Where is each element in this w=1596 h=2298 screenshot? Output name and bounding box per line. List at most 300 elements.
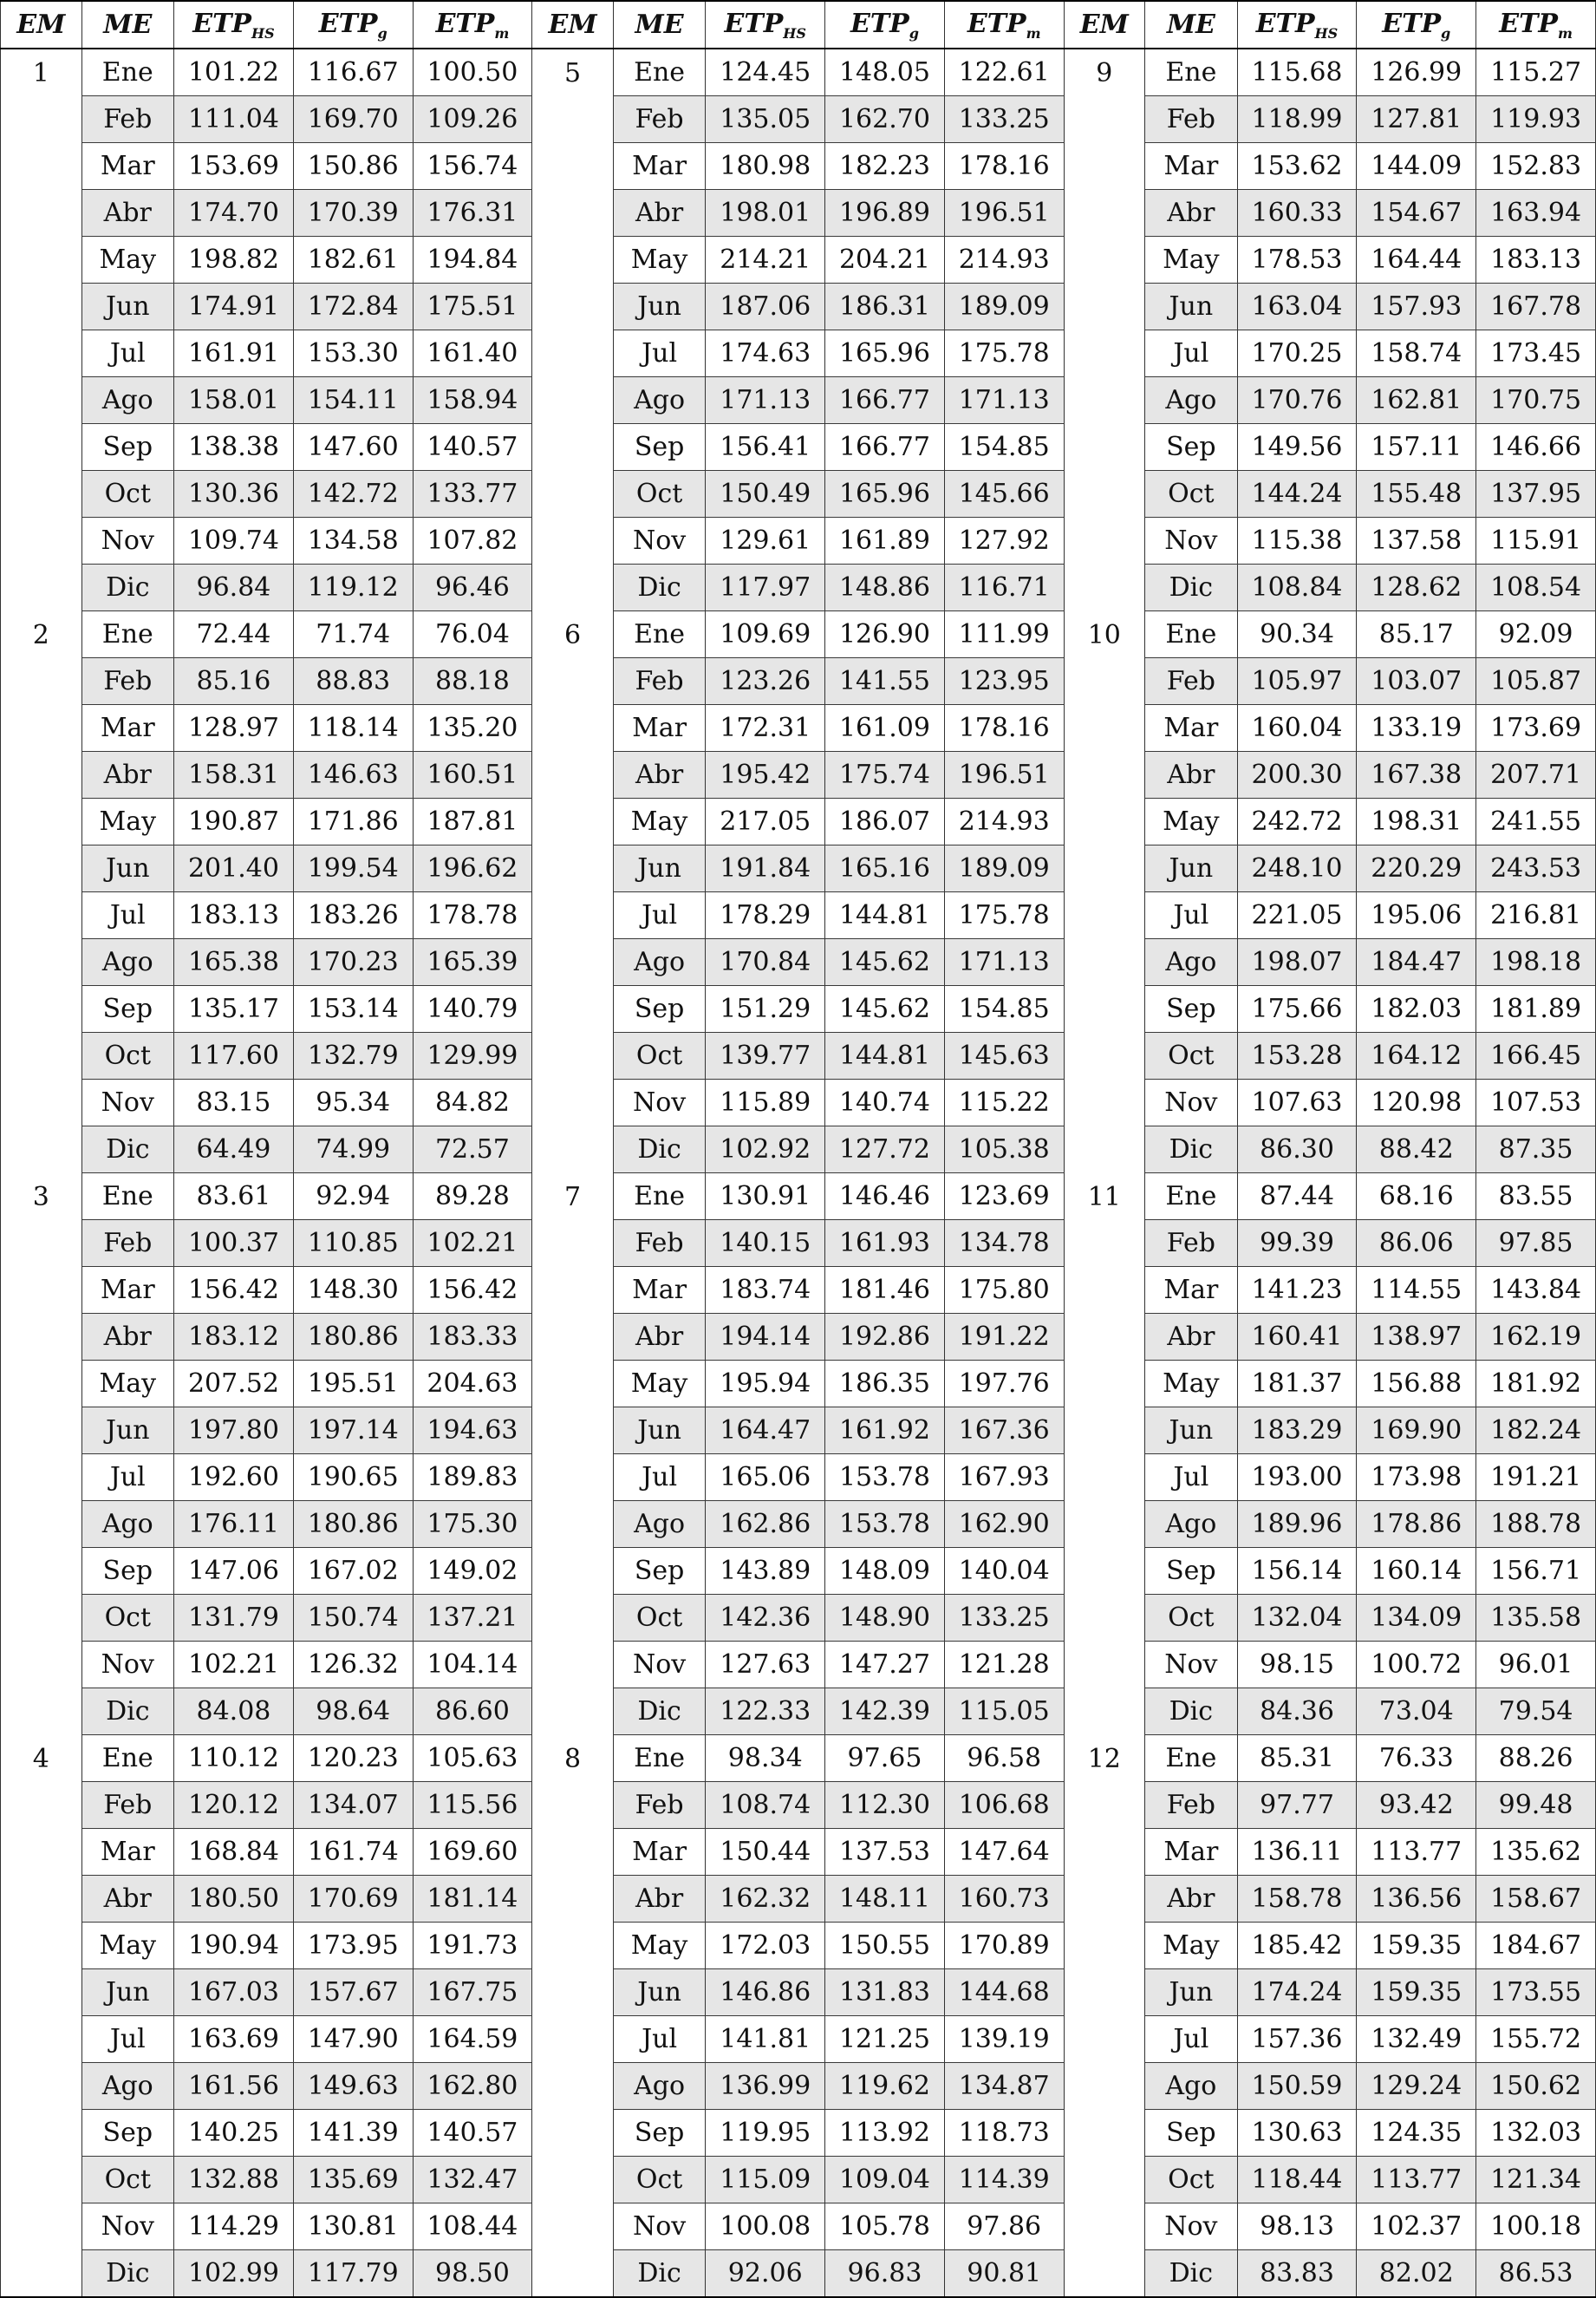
etp-g-cell: 148.11 bbox=[825, 1876, 945, 1923]
etp-m-cell: 175.78 bbox=[944, 330, 1064, 377]
station-id-empty bbox=[1, 1782, 82, 1829]
month-cell: Feb bbox=[613, 658, 706, 705]
header-etp-m: $ETP_m$ bbox=[1476, 1, 1596, 49]
etp-g-cell: 142.72 bbox=[293, 471, 413, 518]
month-cell: Jun bbox=[1145, 1969, 1238, 2016]
etp-g-cell: 155.48 bbox=[1357, 471, 1476, 518]
month-cell: Abr bbox=[81, 1876, 174, 1923]
etp-hs-cell: 115.68 bbox=[1237, 49, 1357, 96]
etp-hs-cell: 100.08 bbox=[706, 2203, 825, 2250]
station-id-empty bbox=[1064, 96, 1145, 143]
month-cell: Abr bbox=[613, 190, 706, 237]
month-cell: Ene bbox=[81, 611, 174, 658]
month-cell: Oct bbox=[1145, 471, 1238, 518]
station-id-empty bbox=[532, 892, 614, 939]
month-cell: Feb bbox=[1145, 658, 1238, 705]
station-id-empty bbox=[1, 1548, 82, 1595]
etp-m-cell: 173.45 bbox=[1476, 330, 1596, 377]
etp-m-cell: 134.87 bbox=[944, 2063, 1064, 2110]
station-id-empty bbox=[1064, 1033, 1145, 1080]
station-id-empty bbox=[1064, 424, 1145, 471]
station-id-empty bbox=[1064, 237, 1145, 284]
month-cell: Abr bbox=[1145, 190, 1238, 237]
etp-hs-cell: 149.56 bbox=[1237, 424, 1357, 471]
station-id-empty bbox=[1, 190, 82, 237]
etp-hs-cell: 183.12 bbox=[174, 1314, 294, 1361]
month-cell: Feb bbox=[613, 96, 706, 143]
station-id-empty bbox=[1064, 284, 1145, 330]
etp-g-cell: 153.30 bbox=[293, 330, 413, 377]
etp-hs-cell: 135.05 bbox=[706, 96, 825, 143]
month-cell: Nov bbox=[81, 1080, 174, 1126]
month-cell: May bbox=[1145, 1923, 1238, 1969]
etp-g-cell: 150.86 bbox=[293, 143, 413, 190]
etp-hs-cell: 87.44 bbox=[1237, 1173, 1357, 1220]
etp-hs-cell: 181.37 bbox=[1237, 1361, 1357, 1407]
etp-hs-cell: 85.16 bbox=[174, 658, 294, 705]
month-cell: Jun bbox=[81, 845, 174, 892]
station-id-empty bbox=[1, 330, 82, 377]
etp-m-cell: 154.85 bbox=[944, 424, 1064, 471]
etp-m-cell: 189.83 bbox=[413, 1454, 532, 1501]
table-row bbox=[1, 1642, 1596, 1688]
etp-m-cell: 97.85 bbox=[1476, 1220, 1596, 1267]
etp-g-cell: 162.70 bbox=[825, 96, 945, 143]
etp-g-cell: 147.90 bbox=[293, 2016, 413, 2063]
etp-m-cell: 145.66 bbox=[944, 471, 1064, 518]
month-cell: Mar bbox=[613, 705, 706, 752]
etp-m-cell: 184.67 bbox=[1476, 1923, 1596, 1969]
station-id: 3 bbox=[1, 1173, 82, 1220]
etp-g-cell: 164.12 bbox=[1357, 1033, 1476, 1080]
etp-g-cell: 154.67 bbox=[1357, 190, 1476, 237]
etp-g-cell: 144.81 bbox=[825, 1033, 945, 1080]
station-id-empty bbox=[1064, 2250, 1145, 2298]
etp-g-cell: 169.70 bbox=[293, 96, 413, 143]
station-id-empty bbox=[532, 658, 614, 705]
month-cell: Mar bbox=[81, 705, 174, 752]
etp-m-cell: 140.79 bbox=[413, 986, 532, 1033]
month-cell: Mar bbox=[1145, 1829, 1238, 1876]
etp-g-cell: 140.74 bbox=[825, 1080, 945, 1126]
etp-g-cell: 161.89 bbox=[825, 518, 945, 565]
etp-g-cell: 148.90 bbox=[825, 1595, 945, 1642]
etp-g-cell: 86.06 bbox=[1357, 1220, 1476, 1267]
etp-m-cell: 173.55 bbox=[1476, 1969, 1596, 2016]
etp-g-cell: 184.47 bbox=[1357, 939, 1476, 986]
etp-m-cell: 164.59 bbox=[413, 2016, 532, 2063]
table-row bbox=[1, 1688, 1596, 1735]
station-id-empty bbox=[1064, 1220, 1145, 1267]
etp-m-cell: 129.99 bbox=[413, 1033, 532, 1080]
etp-hs-cell: 98.15 bbox=[1237, 1642, 1357, 1688]
etp-g-cell: 134.07 bbox=[293, 1782, 413, 1829]
etp-g-cell: 148.05 bbox=[825, 49, 945, 96]
header-me: ME bbox=[613, 1, 706, 49]
etp-m-cell: 84.82 bbox=[413, 1080, 532, 1126]
table-row bbox=[1, 1923, 1596, 1969]
etp-g-cell: 128.62 bbox=[1357, 565, 1476, 611]
etp-hs-cell: 114.29 bbox=[174, 2203, 294, 2250]
table-row bbox=[1, 237, 1596, 284]
month-cell: May bbox=[81, 799, 174, 845]
etp-m-cell: 133.77 bbox=[413, 471, 532, 518]
etp-m-cell: 98.50 bbox=[413, 2250, 532, 2298]
etp-g-cell: 161.74 bbox=[293, 1829, 413, 1876]
table-row bbox=[1, 565, 1596, 611]
month-cell: Mar bbox=[613, 143, 706, 190]
etp-m-cell: 96.58 bbox=[944, 1735, 1064, 1782]
month-cell: Oct bbox=[613, 1033, 706, 1080]
etp-g-cell: 129.24 bbox=[1357, 2063, 1476, 2110]
station-id-empty bbox=[1064, 1314, 1145, 1361]
table-row bbox=[1, 799, 1596, 845]
etp-g-cell: 157.11 bbox=[1357, 424, 1476, 471]
month-cell: Nov bbox=[613, 1642, 706, 1688]
etp-hs-cell: 185.42 bbox=[1237, 1923, 1357, 1969]
etp-m-cell: 108.44 bbox=[413, 2203, 532, 2250]
etp-m-cell: 100.50 bbox=[413, 49, 532, 96]
etp-hs-cell: 85.31 bbox=[1237, 1735, 1357, 1782]
etp-m-cell: 86.60 bbox=[413, 1688, 532, 1735]
etp-g-cell: 199.54 bbox=[293, 845, 413, 892]
month-cell: Feb bbox=[613, 1782, 706, 1829]
etp-g-cell: 74.99 bbox=[293, 1126, 413, 1173]
month-cell: Ago bbox=[1145, 2063, 1238, 2110]
station-id-empty bbox=[1, 1126, 82, 1173]
etp-hs-cell: 140.25 bbox=[174, 2110, 294, 2157]
table-row bbox=[1, 1220, 1596, 1267]
station-id-empty bbox=[1064, 1829, 1145, 1876]
etp-m-cell: 115.05 bbox=[944, 1688, 1064, 1735]
etp-hs-cell: 86.30 bbox=[1237, 1126, 1357, 1173]
etp-m-cell: 115.56 bbox=[413, 1782, 532, 1829]
etp-m-cell: 241.55 bbox=[1476, 799, 1596, 845]
etp-m-cell: 163.94 bbox=[1476, 190, 1596, 237]
etp-hs-cell: 183.74 bbox=[706, 1267, 825, 1314]
etp-hs-cell: 171.13 bbox=[706, 377, 825, 424]
etp-m-cell: 99.48 bbox=[1476, 1782, 1596, 1829]
etp-m-cell: 97.86 bbox=[944, 2203, 1064, 2250]
etp-m-cell: 175.78 bbox=[944, 892, 1064, 939]
station-id-empty bbox=[1, 799, 82, 845]
etp-m-cell: 127.92 bbox=[944, 518, 1064, 565]
station-id-empty bbox=[1064, 2063, 1145, 2110]
table-row bbox=[1, 611, 1596, 658]
table-row bbox=[1, 471, 1596, 518]
etp-hs-cell: 174.91 bbox=[174, 284, 294, 330]
station-id-empty bbox=[532, 1361, 614, 1407]
station-id-empty bbox=[532, 1080, 614, 1126]
etp-hs-cell: 109.69 bbox=[706, 611, 825, 658]
station-id-empty bbox=[1064, 1595, 1145, 1642]
station-id-empty bbox=[532, 471, 614, 518]
month-cell: Oct bbox=[1145, 2157, 1238, 2203]
table-row bbox=[1, 1407, 1596, 1454]
month-cell: Nov bbox=[1145, 1642, 1238, 1688]
station-id-empty bbox=[1, 1080, 82, 1126]
etp-g-cell: 197.14 bbox=[293, 1407, 413, 1454]
month-cell: Oct bbox=[1145, 1033, 1238, 1080]
etp-g-cell: 196.89 bbox=[825, 190, 945, 237]
month-cell: Sep bbox=[1145, 1548, 1238, 1595]
etp-m-cell: 196.51 bbox=[944, 752, 1064, 799]
etp-m-cell: 118.73 bbox=[944, 2110, 1064, 2157]
table-row bbox=[1, 1361, 1596, 1407]
etp-hs-cell: 170.25 bbox=[1237, 330, 1357, 377]
table-row bbox=[1, 518, 1596, 565]
etp-g-cell: 198.31 bbox=[1357, 799, 1476, 845]
month-cell: Ene bbox=[613, 1735, 706, 1782]
station-id-empty bbox=[1064, 1876, 1145, 1923]
month-cell: Dic bbox=[613, 565, 706, 611]
month-cell: Dic bbox=[613, 2250, 706, 2298]
etp-hs-cell: 83.61 bbox=[174, 1173, 294, 1220]
month-cell: Oct bbox=[81, 1033, 174, 1080]
table-row bbox=[1, 424, 1596, 471]
month-cell: Ene bbox=[1145, 611, 1238, 658]
etp-g-cell: 171.86 bbox=[293, 799, 413, 845]
etp-m-cell: 133.25 bbox=[944, 96, 1064, 143]
etp-hs-cell: 248.10 bbox=[1237, 845, 1357, 892]
month-cell: Oct bbox=[81, 1595, 174, 1642]
etp-m-cell: 196.62 bbox=[413, 845, 532, 892]
etp-g-cell: 144.81 bbox=[825, 892, 945, 939]
month-cell: Ago bbox=[1145, 1501, 1238, 1548]
etp-g-cell: 127.81 bbox=[1357, 96, 1476, 143]
month-cell: Mar bbox=[1145, 143, 1238, 190]
etp-g-cell: 204.21 bbox=[825, 237, 945, 284]
month-cell: Ene bbox=[81, 1173, 174, 1220]
etp-g-cell: 178.86 bbox=[1357, 1501, 1476, 1548]
etp-m-cell: 214.93 bbox=[944, 799, 1064, 845]
etp-m-cell: 115.22 bbox=[944, 1080, 1064, 1126]
etp-m-cell: 140.04 bbox=[944, 1548, 1064, 1595]
etp-g-cell: 159.35 bbox=[1357, 1923, 1476, 1969]
month-cell: Ago bbox=[81, 1501, 174, 1548]
etp-hs-cell: 108.74 bbox=[706, 1782, 825, 1829]
etp-hs-cell: 178.53 bbox=[1237, 237, 1357, 284]
station-id-empty bbox=[532, 2250, 614, 2298]
etp-g-cell: 130.81 bbox=[293, 2203, 413, 2250]
etp-g-cell: 141.39 bbox=[293, 2110, 413, 2157]
station-id-empty bbox=[1, 845, 82, 892]
etp-g-cell: 190.65 bbox=[293, 1454, 413, 1501]
etp-hs-cell: 136.11 bbox=[1237, 1829, 1357, 1876]
etp-hs-cell: 130.36 bbox=[174, 471, 294, 518]
etp-hs-cell: 111.04 bbox=[174, 96, 294, 143]
etp-m-cell: 181.89 bbox=[1476, 986, 1596, 1033]
table-row bbox=[1, 1080, 1596, 1126]
station-id-empty bbox=[1, 2203, 82, 2250]
table-row bbox=[1, 1501, 1596, 1548]
etp-m-cell: 132.03 bbox=[1476, 2110, 1596, 2157]
month-cell: Feb bbox=[1145, 96, 1238, 143]
etp-hs-cell: 197.80 bbox=[174, 1407, 294, 1454]
table-row bbox=[1, 705, 1596, 752]
station-id: 2 bbox=[1, 611, 82, 658]
station-id-empty bbox=[1064, 1548, 1145, 1595]
etp-hs-cell: 183.13 bbox=[174, 892, 294, 939]
month-cell: Nov bbox=[613, 1080, 706, 1126]
station-id-empty bbox=[1, 1829, 82, 1876]
table-row bbox=[1, 845, 1596, 892]
station-id-empty bbox=[532, 143, 614, 190]
station-id-empty bbox=[1064, 705, 1145, 752]
month-cell: Sep bbox=[1145, 424, 1238, 471]
etp-m-cell: 109.26 bbox=[413, 96, 532, 143]
etp-m-cell: 182.24 bbox=[1476, 1407, 1596, 1454]
month-cell: Jun bbox=[613, 1969, 706, 2016]
etp-hs-cell: 156.41 bbox=[706, 424, 825, 471]
etp-m-cell: 143.84 bbox=[1476, 1267, 1596, 1314]
etp-m-cell: 96.46 bbox=[413, 565, 532, 611]
month-cell: Ago bbox=[81, 939, 174, 986]
month-cell: Feb bbox=[1145, 1220, 1238, 1267]
month-cell: Sep bbox=[613, 1548, 706, 1595]
etp-hs-cell: 180.98 bbox=[706, 143, 825, 190]
etp-hs-cell: 156.14 bbox=[1237, 1548, 1357, 1595]
station-id-empty bbox=[1, 892, 82, 939]
station-id-empty bbox=[1, 143, 82, 190]
etp-hs-cell: 174.63 bbox=[706, 330, 825, 377]
etp-m-cell: 96.01 bbox=[1476, 1642, 1596, 1688]
etp-g-cell: 119.62 bbox=[825, 2063, 945, 2110]
station-id: 11 bbox=[1064, 1173, 1145, 1220]
etp-hs-cell: 158.78 bbox=[1237, 1876, 1357, 1923]
station-id-empty bbox=[1064, 1501, 1145, 1548]
etp-m-cell: 87.35 bbox=[1476, 1126, 1596, 1173]
month-cell: Ago bbox=[613, 1501, 706, 1548]
month-cell: Jul bbox=[1145, 1454, 1238, 1501]
month-cell: Ene bbox=[613, 49, 706, 96]
month-cell: Nov bbox=[81, 518, 174, 565]
station-id-empty bbox=[1, 565, 82, 611]
header-em: EM bbox=[1064, 1, 1145, 49]
etp-g-cell: 146.63 bbox=[293, 752, 413, 799]
table-row bbox=[1, 2157, 1596, 2203]
etp-hs-cell: 153.28 bbox=[1237, 1033, 1357, 1080]
header-em: EM bbox=[532, 1, 614, 49]
etp-hs-cell: 107.63 bbox=[1237, 1080, 1357, 1126]
etp-g-cell: 161.93 bbox=[825, 1220, 945, 1267]
table-row bbox=[1, 143, 1596, 190]
station-id-empty bbox=[1, 939, 82, 986]
month-cell: Ene bbox=[613, 611, 706, 658]
etp-hs-cell: 102.99 bbox=[174, 2250, 294, 2298]
station-id-empty bbox=[1, 1688, 82, 1735]
etp-g-cell: 186.07 bbox=[825, 799, 945, 845]
etp-m-cell: 144.68 bbox=[944, 1969, 1064, 2016]
etp-m-cell: 166.45 bbox=[1476, 1033, 1596, 1080]
month-cell: Mar bbox=[613, 1267, 706, 1314]
table-row bbox=[1, 1829, 1596, 1876]
header-etp-g: $ETP_g$ bbox=[1357, 1, 1476, 49]
etp-g-cell: 156.88 bbox=[1357, 1361, 1476, 1407]
etp-hs-cell: 100.37 bbox=[174, 1220, 294, 1267]
etp-m-cell: 111.99 bbox=[944, 611, 1064, 658]
station-id-empty bbox=[1, 986, 82, 1033]
month-cell: Mar bbox=[81, 1267, 174, 1314]
month-cell: Ago bbox=[613, 939, 706, 986]
etp-hs-cell: 105.97 bbox=[1237, 658, 1357, 705]
etp-hs-cell: 158.01 bbox=[174, 377, 294, 424]
month-cell: Oct bbox=[81, 2157, 174, 2203]
etp-g-cell: 181.46 bbox=[825, 1267, 945, 1314]
month-cell: Nov bbox=[1145, 1080, 1238, 1126]
etp-hs-cell: 123.26 bbox=[706, 658, 825, 705]
etp-g-cell: 172.84 bbox=[293, 284, 413, 330]
etp-hs-cell: 160.04 bbox=[1237, 705, 1357, 752]
station-id-empty bbox=[1064, 143, 1145, 190]
station-id-empty bbox=[532, 1876, 614, 1923]
etp-g-cell: 120.98 bbox=[1357, 1080, 1476, 1126]
etp-m-cell: 191.22 bbox=[944, 1314, 1064, 1361]
etp-m-cell: 178.78 bbox=[413, 892, 532, 939]
etp-hs-cell: 201.40 bbox=[174, 845, 294, 892]
month-cell: Oct bbox=[613, 1595, 706, 1642]
etp-m-cell: 191.21 bbox=[1476, 1454, 1596, 1501]
etp-m-cell: 162.90 bbox=[944, 1501, 1064, 1548]
station-id: 6 bbox=[532, 611, 614, 658]
station-id-empty bbox=[1, 1361, 82, 1407]
etp-m-cell: 108.54 bbox=[1476, 565, 1596, 611]
month-cell: Abr bbox=[81, 190, 174, 237]
etp-g-cell: 117.79 bbox=[293, 2250, 413, 2298]
etp-hs-cell: 153.69 bbox=[174, 143, 294, 190]
etp-g-cell: 93.42 bbox=[1357, 1782, 1476, 1829]
etp-g-cell: 161.09 bbox=[825, 705, 945, 752]
station-id-empty bbox=[532, 845, 614, 892]
station-id-empty bbox=[1064, 1080, 1145, 1126]
month-cell: Nov bbox=[613, 518, 706, 565]
etp-g-cell: 97.65 bbox=[825, 1735, 945, 1782]
etp-hs-cell: 161.91 bbox=[174, 330, 294, 377]
etp-m-cell: 92.09 bbox=[1476, 611, 1596, 658]
month-cell: Ene bbox=[81, 1735, 174, 1782]
month-cell: Nov bbox=[81, 1642, 174, 1688]
etp-m-cell: 175.30 bbox=[413, 1501, 532, 1548]
station-id-empty bbox=[1064, 2016, 1145, 2063]
header-row bbox=[1, 1, 1596, 49]
station-id-empty bbox=[532, 1923, 614, 1969]
station-id-empty bbox=[1, 2250, 82, 2298]
etp-g-cell: 109.04 bbox=[825, 2157, 945, 2203]
month-cell: May bbox=[81, 237, 174, 284]
etp-g-cell: 147.60 bbox=[293, 424, 413, 471]
etp-hs-cell: 156.42 bbox=[174, 1267, 294, 1314]
etp-hs-cell: 151.29 bbox=[706, 986, 825, 1033]
etp-m-cell: 167.78 bbox=[1476, 284, 1596, 330]
month-cell: Jul bbox=[613, 2016, 706, 2063]
table-row bbox=[1, 658, 1596, 705]
etp-g-cell: 113.77 bbox=[1357, 2157, 1476, 2203]
etp-m-cell: 194.84 bbox=[413, 237, 532, 284]
etp-hs-cell: 163.04 bbox=[1237, 284, 1357, 330]
station-id-empty bbox=[1064, 1969, 1145, 2016]
etp-hs-cell: 132.04 bbox=[1237, 1595, 1357, 1642]
etp-hs-cell: 153.62 bbox=[1237, 143, 1357, 190]
etp-hs-cell: 187.06 bbox=[706, 284, 825, 330]
month-cell: Ago bbox=[1145, 377, 1238, 424]
header-etp-g: $ETP_g$ bbox=[293, 1, 413, 49]
etp-g-cell: 85.17 bbox=[1357, 611, 1476, 658]
etp-g-cell: 182.23 bbox=[825, 143, 945, 190]
etp-hs-cell: 161.56 bbox=[174, 2063, 294, 2110]
etp-m-cell: 167.36 bbox=[944, 1407, 1064, 1454]
etp-g-cell: 165.96 bbox=[825, 330, 945, 377]
station-id-empty bbox=[532, 2063, 614, 2110]
